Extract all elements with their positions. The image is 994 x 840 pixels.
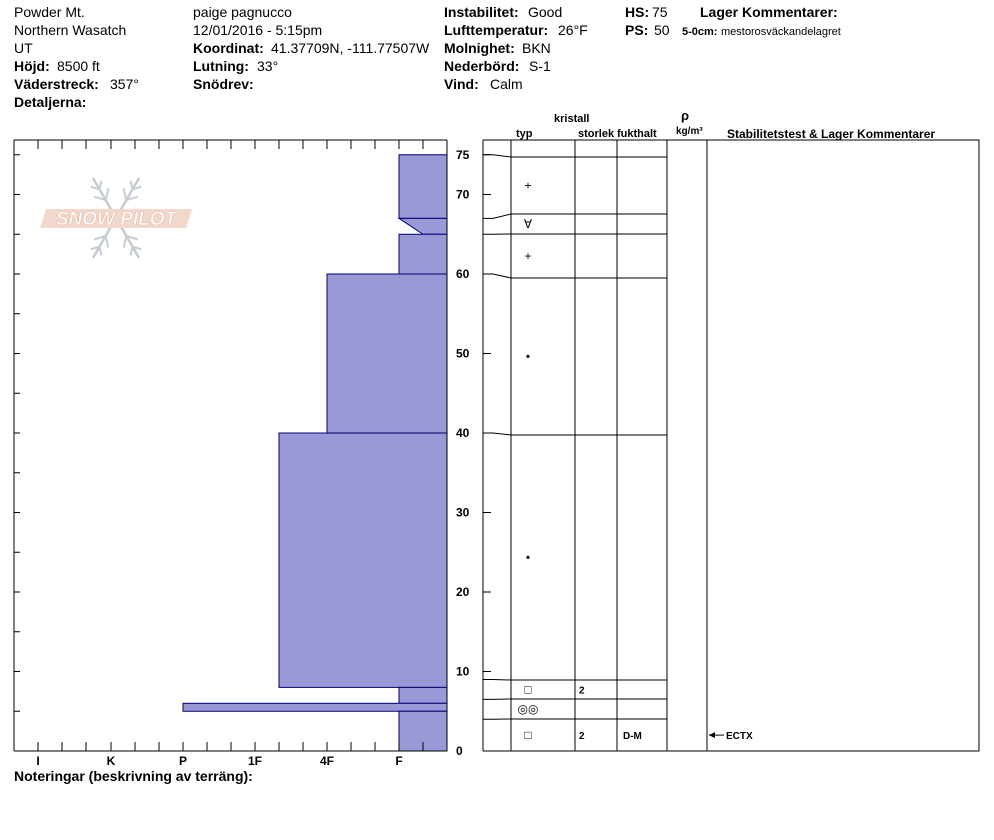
size-header: storlek [578,128,615,140]
airtemp-label: Lufttemperatur: [444,22,549,38]
hardness-profile [183,155,447,751]
hardness-bar [279,433,447,687]
aspect-value: 357° [110,76,139,92]
type-header: typ [516,128,533,140]
coordinate-label: Koordinat: [193,40,264,56]
layer-grain-type: □ [524,728,532,742]
wind-value: Calm [490,76,523,92]
depth-tick-label: 60 [456,267,470,281]
layer-grain-type: ∀ [523,217,533,231]
datetime: 12/01/2016 - 5:15pm [193,22,323,38]
stability-arrowhead [709,732,715,738]
depth-tick-label: 0 [456,744,463,758]
x-tick-label: F [395,754,403,768]
hardness-bar [399,687,447,703]
snowflake-branch [99,181,101,190]
density-unit-header: kg/m³ [676,126,703,137]
layer-comment-depth: 5-0cm: [682,26,718,38]
hardness-bar [399,218,447,234]
depth-tick-label: 30 [456,505,470,520]
slope-label: Lutning: [193,58,249,74]
snowflake-branch [124,188,127,200]
snowflake-branch [106,188,109,200]
aspect-label: Väderstreck: [14,76,99,92]
depth-tick-label: 20 [456,585,470,599]
elevation-label: Höjd: [14,58,50,74]
ps-label: PS: [625,22,649,38]
layer-grain-type: + [524,178,532,193]
cloud-label: Molnighet: [444,40,515,56]
layer-table [483,140,979,751]
hardness-bar [327,274,447,433]
depth-tick-label: 75 [456,147,470,162]
snowflake-branch [124,236,127,248]
snowflake-branch [131,181,133,190]
instability-label: Instabilitet: [444,4,519,20]
instability-value: Good [528,4,563,20]
layer-grain-type: • [525,550,531,565]
stability-test-result: ECTX [726,731,753,743]
layer-grain-size: 2 [579,685,585,697]
snowpilot-logo [40,178,192,258]
hardness-bar [183,703,447,711]
depth-tick-label: 50 [456,346,470,361]
layer-grain-size: 2 [579,731,585,742]
airtemp-value: 26°F [558,22,588,38]
ps-value: 50 [654,22,670,38]
crystal-header: kristall [554,113,590,125]
hs-value: 75 [652,4,668,20]
x-tick-label: 1F [247,754,263,768]
logo-text: SNOW PILOT [55,209,177,230]
notes-label: Noteringar (beskrivning av terräng): [14,768,253,784]
snowflake-branch [106,236,109,248]
wind-label: Vind: [444,76,479,92]
snowflake-branch [99,247,101,256]
depth-tick-label: 70 [456,187,470,202]
hardness-bar [399,155,447,219]
x-tick-label: P [178,754,188,768]
snowdrift-label: Snödrev: [193,76,254,92]
hardness-bar [399,234,447,274]
x-tick-label: 4F [319,754,335,768]
layer-boundary [483,679,667,680]
hs-label: HS: [625,4,650,20]
precip-label: Nederbörd: [444,58,520,74]
layer-comment-text: mestorosväckandelagret [721,26,841,38]
details-label: Detaljerna: [14,94,87,110]
coordinate-value: 41.37709N, -111.77507W [271,40,430,56]
stability-header: Stabilitetstest & Lager Kommentarer [727,127,936,141]
layer-moisture: D-M [623,731,642,742]
observer: paige pagnucco [193,4,292,20]
layer-grain-type: ◎◎ [517,702,539,716]
state: UT [14,40,33,56]
moisture-header: fukthalt [617,128,657,140]
depth-tick-label: 40 [456,426,470,440]
x-tick-label: K [106,754,116,768]
range: Northern Wasatch [14,22,127,38]
snowflake-branch [131,247,133,256]
x-tick-label: I [36,754,40,768]
elevation-value: 8500 ft [57,58,100,74]
layer-grain-type: □ [524,682,532,697]
layer-grain-type: • [525,349,531,364]
location: Powder Mt. [14,4,85,20]
layer-grain-type: + [524,249,532,263]
table-border [511,140,979,751]
depth-tick-label: 10 [456,664,470,679]
cloud-value: BKN [522,40,551,56]
layer-comments-label: Lager Kommentarer: [700,4,838,20]
rho-header: ρ [681,108,690,123]
precip-value: S-1 [529,58,551,74]
slope-value: 33° [257,58,279,74]
